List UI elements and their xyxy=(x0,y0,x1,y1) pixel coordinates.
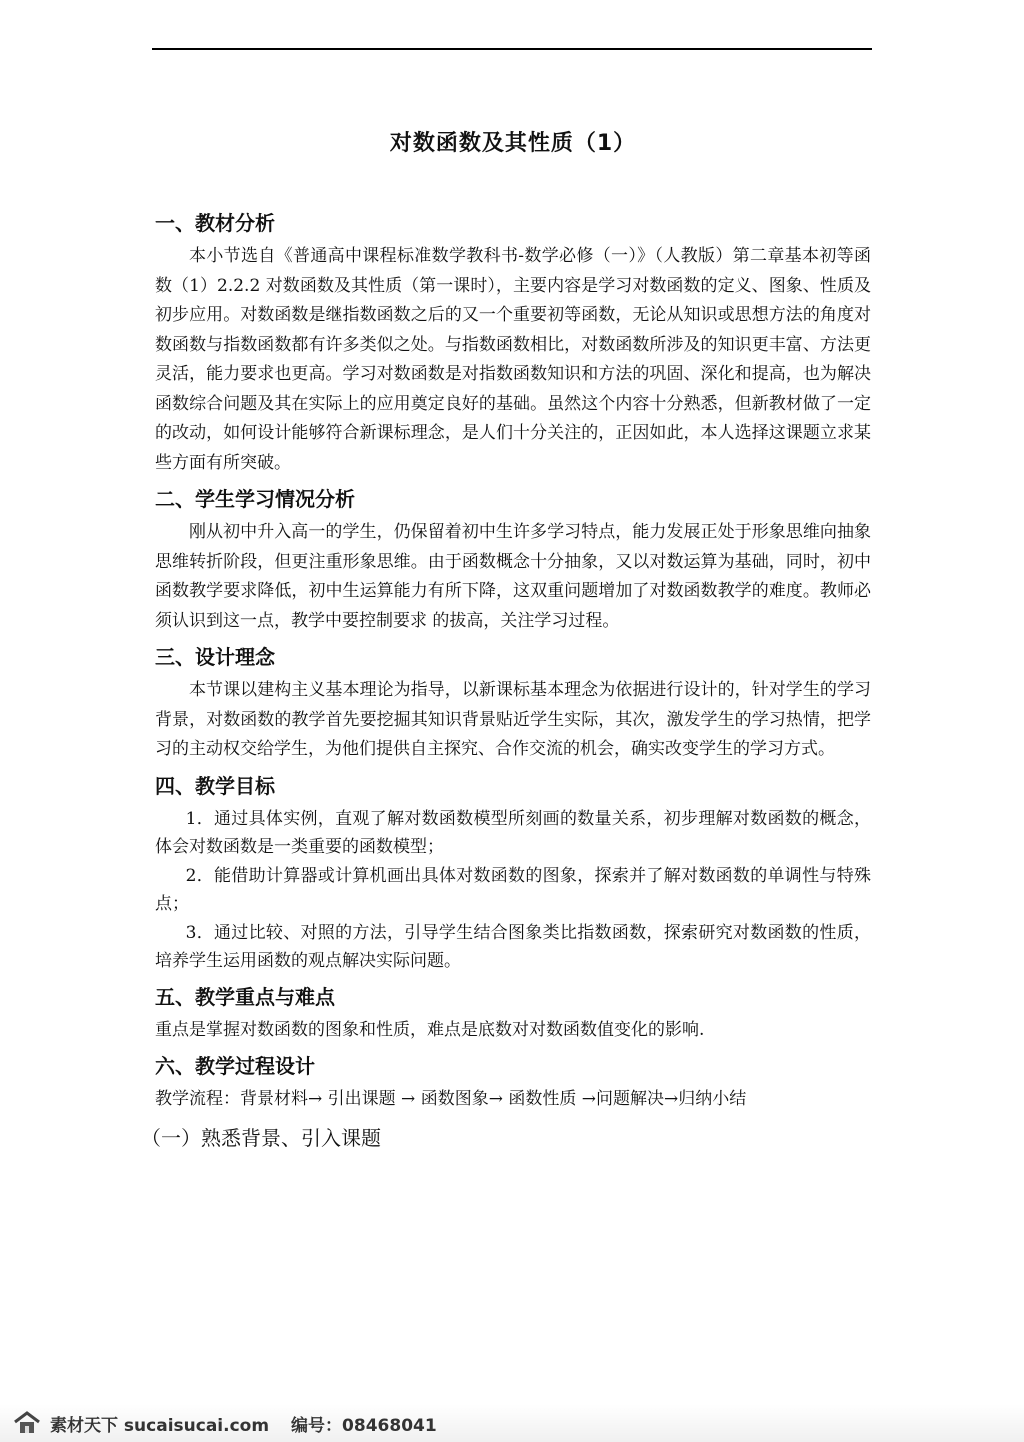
paragraph: 刚从初中升入高一的学生，仍保留着初中生许多学习特点，能力发展正处于形象思维向抽象思维转折阶段，但更注重形象思维。由于函数概念十分抽象，又以对数运算为基础，同时，初中函数教学要求降低，初中生运算能力有所下降，这双重问题增加了对数函数教学的难度。教师必须认识到这一点，教学中要控制要求 的拔高，关注学习过程。 xyxy=(155,522,871,631)
paragraph: 重点是掌握对数函数的图象和性质，难点是底数对对数函数值变化的影响. xyxy=(155,1019,705,1040)
goal-item: 2．能借助计算器或计算机画出具体对数函数的图象，探索并了解对数函数的单调性与特殊点； xyxy=(155,865,871,914)
goal-item: 1．通过具体实例，直观了解对数函数模型所刻画的数量关系，初步理解对数函数的概念，体会对数函数是一类重要的函数模型； xyxy=(155,808,871,857)
watermark-bar xyxy=(0,1404,1024,1442)
section-heading: 四、教学目标 xyxy=(155,773,275,798)
section-heading: 二、学生学习情况分析 xyxy=(155,487,355,511)
watermark-brand-text: 素材天下 sucaisucai.com xyxy=(50,1415,270,1436)
section-textbook-analysis xyxy=(155,208,871,478)
paragraph: 本节课以建构主义基本理论为指导，以新课标基本理念为依据进行设计的，针对学生的学习背景，对数函数的教学首先要挖掘其知识背景贴近学生实际，其次，激发学生的学习热情，把学习的主动权交给学生，为他们提供自主探究、合作交流的机会，确实改变学生的学习方式。 xyxy=(155,680,871,759)
section-student-analysis xyxy=(155,484,871,636)
section-design-concept xyxy=(155,642,871,765)
goal-item: 3．通过比较、对照的方法，引导学生结合图象类比指数函数，探索研究对数函数的性质，培养学生运用函数的观点解决实际问题。 xyxy=(155,922,871,971)
top-rule xyxy=(152,48,872,50)
paragraph: 本小节选自《普通高中课程标准数学教科书-数学必修（一）》（人教版）第二章基本初等函数（1）2.2.2 对数函数及其性质（第一课时），主要内容是学习对数函数的定义、图象、性质及初步应用。对数函数是继指数函数之后的又一个重要初等函数，无论从知识或思想方法的角度对数函数与指数函数都有许多类似之处。与指数函数相比，对数函数所涉及的知识更丰富、方法更灵活，能力要求也更高。学习对数函数是对指数函数知识和方法的巩固、深化和提高，也为解决函数综合问题及其在实际上的应用奠定良好的基础。虽然这个内容十分熟悉，但新教材做了一定的改动，如何设计能够符合新课标理念，是人们十分关注的，正因如此，本人选择这课题立求某些方面有所突破。 xyxy=(155,246,871,473)
page-title: 对数函数及其性质（1） xyxy=(389,131,637,156)
section-heading: 一、教材分析 xyxy=(155,211,275,235)
section-heading: 五、教学重点与难点 xyxy=(155,984,335,1009)
section-teaching-goals xyxy=(155,771,871,976)
teaching-flow: 教学流程：背景材料→ 引出课题 → 函数图象→ 函数性质 →问题解决→归纳小结 xyxy=(155,1089,747,1109)
section-heading: 六、教学过程设计 xyxy=(155,1054,315,1078)
watermark-brand xyxy=(12,1410,269,1436)
section-heading: 三、设计理念 xyxy=(155,645,275,669)
section-teaching-process xyxy=(141,1051,871,1153)
section-key-points xyxy=(155,982,871,1046)
subsection-heading: （一）熟悉背景、引入课题 xyxy=(141,1125,381,1150)
house-logo-icon xyxy=(12,1410,42,1436)
document-body xyxy=(141,128,871,1159)
watermark-code: 编号：08468041 xyxy=(291,1415,437,1436)
